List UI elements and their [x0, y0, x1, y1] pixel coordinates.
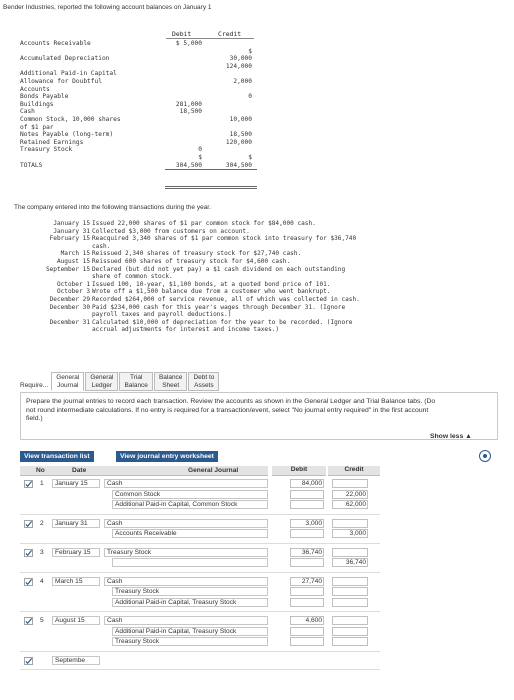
credit-input[interactable]	[332, 637, 368, 646]
transaction-date: December 29	[49, 295, 90, 303]
entry-number: 5	[40, 617, 44, 624]
balance-credit: 10,000	[229, 115, 252, 123]
balance-credit: $	[248, 153, 252, 161]
transaction-line	[18, 273, 498, 281]
debit-input[interactable]	[290, 490, 324, 499]
tab-general-ledger[interactable]	[85, 372, 118, 391]
balance-row	[20, 154, 252, 162]
transaction-line	[18, 243, 498, 251]
view-transaction-list-button[interactable]: View transaction list	[20, 451, 94, 462]
tab-label-line1: Debt to	[193, 374, 215, 381]
balance-account: Allowance for Doubtful	[20, 77, 102, 85]
tab-label-line2: Sheet	[162, 381, 180, 389]
entry-number: 3	[40, 548, 44, 556]
debit-input[interactable]	[290, 637, 324, 646]
journal-entry	[20, 577, 380, 609]
journal-entry	[20, 519, 380, 540]
account-select[interactable]	[112, 558, 268, 567]
transaction-text: Reacquired 3,340 shares of $1 par common stock into treasury for $36,740	[92, 235, 357, 243]
balance-header-credit: Credit	[218, 30, 242, 38]
transaction-date: October 3	[56, 288, 90, 296]
balance-debit: 0	[198, 146, 202, 154]
entry-number: 1	[40, 480, 44, 487]
entry-date-select[interactable]: Septembe	[52, 656, 100, 665]
balance-account: TOTALS	[20, 161, 43, 169]
debit-input[interactable]: 27,740	[290, 577, 324, 586]
transaction-text: cash.	[92, 242, 111, 250]
account-select[interactable]: Additional Paid-in Capital, Common Stock	[112, 500, 268, 509]
balance-table	[20, 40, 252, 169]
entry-divider	[20, 572, 380, 573]
tab-label-line2: Assets	[194, 381, 214, 389]
journal-entry	[20, 548, 380, 569]
debit-input[interactable]	[290, 627, 324, 636]
transaction-line	[18, 258, 498, 266]
transaction-date: August 15	[56, 257, 90, 265]
balance-row	[20, 101, 252, 109]
balance-account: Cash	[20, 108, 35, 116]
balance-row	[20, 162, 252, 170]
account-select[interactable]: Cash	[104, 519, 268, 528]
account-select[interactable]: Treasury Stock	[112, 637, 268, 646]
tab-debt-to-assets[interactable]	[188, 372, 219, 391]
balance-account: Buildings	[20, 100, 54, 108]
transaction-text: Issued 22,000 shares of $1 par common stock for $84,000 cash.	[92, 220, 316, 227]
transaction-line	[18, 228, 498, 236]
balance-debit: 304,500	[175, 161, 202, 169]
header-no: No	[36, 467, 45, 474]
transaction-text: Paid $234,000 cash for this year's wages through December 31. (Ignore	[92, 303, 346, 311]
balance-row	[20, 86, 252, 94]
transactions-intro: The company entered into the following transactions during the year.	[14, 204, 211, 211]
balance-debit: $	[198, 153, 202, 161]
entry-divider	[20, 669, 380, 670]
journal-entry	[20, 479, 380, 511]
edit-entry-icon[interactable]	[24, 578, 33, 586]
balance-row	[20, 48, 252, 56]
transaction-date: February 15	[49, 235, 90, 243]
credit-input[interactable]	[332, 598, 368, 607]
balance-row	[20, 70, 252, 78]
debit-input[interactable]	[290, 500, 324, 509]
account-select[interactable]: Additional Paid-in Capital, Treasury Stock	[112, 598, 268, 607]
transaction-text: Issued 100, 10-year, $1,100 bonds, at a quoted bond price of 101.	[92, 280, 331, 288]
balance-account: of $1 par	[20, 123, 54, 131]
header-general-journal: General Journal	[188, 467, 239, 474]
tab-label-line2: Balance	[124, 381, 148, 389]
journal-entry	[20, 616, 380, 648]
entry-date-select[interactable]: February 15	[52, 548, 100, 557]
balance-row	[20, 63, 252, 71]
header-debit-cell	[272, 466, 326, 476]
tab-label-line2: Journal	[57, 381, 79, 389]
debit-input[interactable]: 84,000	[290, 479, 324, 488]
balance-row	[20, 139, 252, 147]
entry-divider	[20, 651, 380, 652]
credit-input[interactable]	[332, 519, 368, 528]
account-select[interactable]: Common Stock	[112, 490, 268, 499]
transaction-list	[18, 220, 498, 334]
tab-trial-balance[interactable]	[119, 372, 153, 391]
balance-account: Common Stock, 10,000 shares	[20, 115, 121, 123]
credit-input[interactable]	[332, 577, 368, 586]
balance-row	[20, 40, 252, 48]
entry-number: 4	[40, 577, 44, 585]
transaction-line	[18, 326, 498, 334]
credit-input[interactable]: 22,000	[332, 490, 368, 499]
account-select[interactable]: Additional Paid-in Capital, Treasury Stock	[112, 627, 268, 636]
tab-balance-sheet[interactable]	[154, 372, 188, 391]
header-debit: Debit	[290, 466, 308, 473]
balance-account: Bonds Payable	[20, 93, 69, 101]
tab-general-journal[interactable]	[51, 372, 84, 391]
transaction-date: January 31	[53, 227, 90, 235]
transaction-date: September 15	[45, 265, 90, 273]
entry-date-select[interactable]: March 15	[52, 577, 100, 586]
transaction-line	[18, 250, 498, 258]
balance-credit: 304,500	[225, 161, 252, 169]
transaction-date	[18, 326, 92, 334]
balance-row	[20, 108, 252, 116]
transaction-line	[18, 288, 498, 296]
transaction-line	[18, 296, 498, 304]
balance-account: Accounts Receivable	[20, 40, 91, 47]
balance-row	[20, 78, 252, 86]
edit-entry-icon[interactable]	[24, 657, 33, 665]
balance-account: Treasury Stock	[20, 146, 73, 154]
tab-label-line1: General	[90, 374, 114, 381]
balance-account: Accumulated Depreciation	[20, 55, 110, 63]
header-date: Date	[72, 467, 87, 474]
transaction-line	[18, 311, 498, 319]
edit-entry-icon[interactable]	[24, 480, 33, 488]
edit-entry-icon[interactable]	[24, 549, 33, 557]
balance-credit: 18,500	[229, 131, 252, 139]
balance-credit: $	[248, 47, 252, 55]
entry-divider	[20, 611, 380, 612]
balance-debit: 281,000	[175, 100, 202, 108]
tab-label-line2: Ledger	[91, 381, 112, 389]
balance-credit: 120,000	[225, 138, 252, 146]
journal-header-row	[20, 466, 268, 476]
balance-row	[20, 93, 252, 101]
transaction-line	[18, 281, 498, 289]
transaction-date: October 1	[56, 280, 90, 288]
balance-header-debit: Debit	[172, 30, 192, 38]
transaction-line	[18, 266, 498, 274]
journal-entry	[20, 656, 380, 667]
transaction-date: March 15	[60, 250, 90, 258]
tab-label-line1: General	[56, 374, 80, 381]
balance-debit: $ 5,000	[175, 40, 202, 47]
transaction-text: Reissued 2,340 shares of treasury stock for $27,740 cash.	[92, 250, 302, 258]
entry-date-select[interactable]: January 15	[52, 479, 100, 488]
settings-gear-icon[interactable]	[479, 450, 491, 462]
balance-account: Additional Paid-in Capital	[20, 70, 117, 78]
account-select[interactable]: Treasury Stock	[104, 548, 268, 557]
tab-bar	[20, 372, 219, 391]
credit-input[interactable]	[332, 627, 368, 636]
transaction-date: January 15	[53, 220, 90, 227]
debit-input[interactable]	[290, 529, 324, 538]
balance-row	[20, 124, 252, 132]
balance-account: Notes Payable (long-term)	[20, 131, 114, 139]
debit-input[interactable]: 4,600	[290, 616, 324, 625]
transaction-date	[18, 273, 92, 281]
balance-row	[20, 131, 252, 139]
entry-date-select[interactable]: January 31	[52, 519, 100, 528]
transaction-date	[18, 243, 92, 251]
credit-input[interactable]: 3,000	[332, 529, 368, 538]
balance-credit: 30,000	[229, 55, 252, 63]
problem-intro: Bender Industries, reported the following account balances on January 1	[3, 4, 212, 11]
transaction-text: Declared (but did not yet pay) a $1 cash dividend on each outstanding	[92, 265, 346, 273]
transaction-text: Collected $3,000 from customers on account.	[92, 227, 250, 235]
account-select[interactable]: Cash	[104, 577, 268, 586]
account-select[interactable]: Accounts Receivable	[112, 529, 268, 538]
header-credit-cell	[328, 466, 380, 476]
tab-required-label[interactable]: Require...	[20, 382, 49, 389]
transaction-date: December 31	[49, 318, 90, 326]
debit-input[interactable]: 36,740	[290, 548, 324, 557]
debit-input[interactable]	[290, 598, 324, 607]
show-less-toggle[interactable]: Show less ▲	[430, 433, 472, 440]
entry-divider	[20, 514, 380, 515]
balance-debit: 18,500	[179, 108, 202, 116]
tab-label-line1: Balance	[158, 374, 183, 381]
balance-row	[20, 146, 252, 154]
transaction-line	[18, 304, 498, 312]
credit-input[interactable]	[332, 479, 368, 488]
transaction-date	[18, 311, 92, 319]
credit-input[interactable]	[332, 548, 368, 557]
transaction-line	[18, 319, 498, 327]
transaction-text: share of common stock.	[92, 273, 173, 281]
balance-row	[20, 55, 252, 63]
balance-account: Accounts	[20, 85, 50, 93]
debit-input[interactable]	[290, 587, 324, 596]
account-select[interactable]: Cash	[104, 616, 268, 625]
edit-entry-icon[interactable]	[24, 520, 33, 528]
tab-label-line1: Trial	[129, 374, 143, 381]
view-journal-entry-worksheet-button[interactable]: View journal entry worksheet	[116, 451, 218, 462]
transaction-line	[18, 220, 498, 228]
credit-input[interactable]	[332, 616, 368, 625]
transaction-line	[18, 235, 498, 243]
balance-credit: 124,000	[225, 62, 252, 70]
transaction-text: accrual adjustments for interest and income taxes.)	[92, 326, 280, 334]
balance-credit: 0	[248, 93, 252, 101]
transaction-text: payroll taxes and payroll deductions.)	[92, 311, 232, 319]
credit-input[interactable]	[332, 587, 368, 596]
edit-entry-icon[interactable]	[24, 617, 33, 625]
balance-account: Retained Earnings	[20, 138, 84, 146]
transaction-text: Wrote off a $1,500 balance due from a customer who went bankrupt.	[92, 288, 331, 296]
account-select[interactable]: Cash	[104, 479, 268, 488]
entry-date-select[interactable]: August 15	[52, 616, 100, 625]
balance-credit: 2,000	[233, 77, 252, 85]
entry-divider	[20, 543, 380, 544]
entry-number: 2	[40, 519, 44, 527]
credit-input[interactable]: 62,000	[332, 500, 368, 509]
debit-input[interactable]	[290, 558, 324, 567]
credit-input[interactable]: 36,740	[332, 558, 368, 567]
account-select[interactable]: Treasury Stock	[112, 587, 268, 596]
debit-input[interactable]: 3,000	[290, 519, 324, 528]
transaction-text: Calculated $10,000 of depreciation for the year to be recorded. (Ignore	[92, 318, 353, 326]
instructions-text: Prepare the journal entries to record each transaction. Review the accounts as shown in the General Ledger and Trial Balance tabs. (Do not round intermediate calculations. If no entry is required for a transaction/event, select "No journal entry required" in the first account field.)	[26, 398, 436, 422]
transaction-text: Recorded $264,000 of service revenue, all of which was collected in cash.	[92, 295, 360, 303]
transaction-date: December 30	[49, 303, 90, 311]
transaction-text: Reissued 600 shares of treasury stock for $4,600 cash.	[92, 257, 291, 265]
balance-row	[20, 116, 252, 124]
header-credit: Credit	[344, 466, 364, 473]
